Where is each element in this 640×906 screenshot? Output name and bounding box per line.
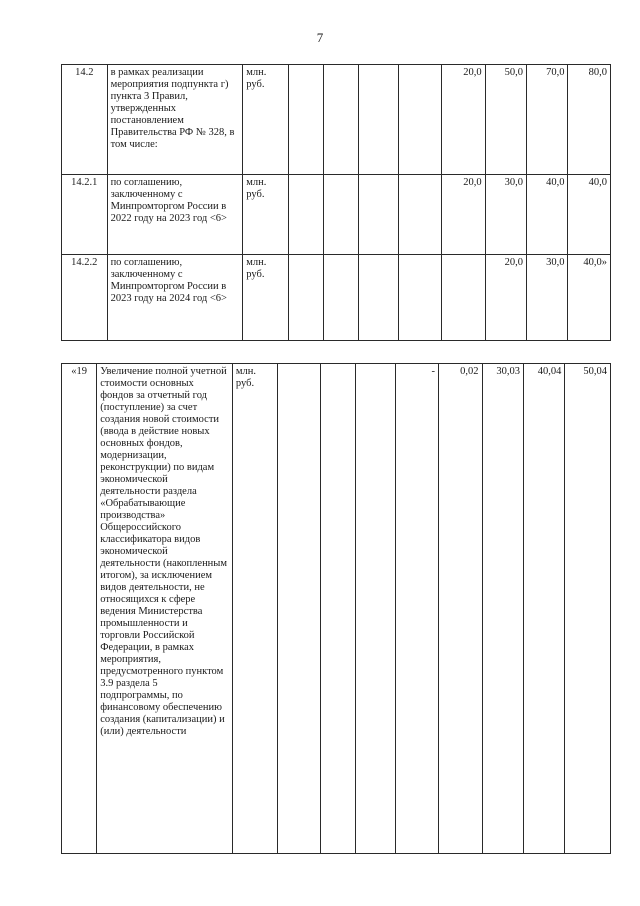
indicators-table-1 [61, 64, 611, 341]
value-cell [320, 364, 355, 854]
value-cell: 50,0 [485, 65, 526, 175]
value-cell [288, 175, 323, 255]
value-cell: - [395, 364, 439, 854]
value-cell [324, 175, 359, 255]
indicators-table-2 [61, 363, 611, 854]
value-cell: 30,03 [482, 364, 523, 854]
row-unit: млн. руб. [243, 175, 289, 255]
row-number: 14.2 [62, 65, 108, 175]
value-cell: 40,04 [523, 364, 564, 854]
value-cell [288, 65, 323, 175]
value-cell [359, 175, 398, 255]
value-cell: 20,0 [442, 65, 486, 175]
value-cell [359, 255, 398, 341]
value-cell: 70,0 [527, 65, 568, 175]
value-cell: 40,0 [527, 175, 568, 255]
row-name: в рамках реализации мероприятия подпункта г) пункта 3 Правил, утвержденных постановлением Правительства РФ № 328, в том числе: [107, 65, 243, 175]
value-cell: 50,04 [565, 364, 611, 854]
value-cell [398, 65, 442, 175]
value-cell: 20,0 [485, 255, 526, 341]
row-name: по соглашению, заключенному с Минпромторгом России в 2023 году на 2024 год <6> [107, 255, 243, 341]
value-cell [398, 175, 442, 255]
value-cell [324, 65, 359, 175]
table-row [62, 65, 611, 175]
row-unit: млн. руб. [243, 65, 289, 175]
value-cell: 0,02 [439, 364, 483, 854]
value-cell [356, 364, 395, 854]
page-number: 7 [316, 30, 324, 45]
row-number: 14.2.1 [62, 175, 108, 255]
table-row [62, 255, 611, 341]
value-cell [442, 255, 486, 341]
row-unit: млн. руб. [243, 255, 289, 341]
row-number: «19 [62, 364, 97, 854]
row-unit: млн. руб. [232, 364, 278, 854]
value-cell [288, 255, 323, 341]
value-cell [324, 255, 359, 341]
value-cell [359, 65, 398, 175]
value-cell [398, 255, 442, 341]
row-name: Увеличение полной учетной стоимости основных фондов за отчетный год (поступление) за счет создания новой стоимости (ввода в действие новых основных фондов, модернизации, реконструкции) по видам экономической деятельности раздела «Обрабатывающие производства» Общероссийского классификатора видов экономической деятельности (накопленным итогом), за исключением видов деятельности, не относящихся к сфере ведения Министерства промышленности и торговли Российской Федерации, в рамках мероприятия, предусмотренного пунктом 3.9 раздела 5 подпрограммы, по финансовому обеспечению создания (капитализации) и (или) деятельности [97, 364, 233, 854]
table-row [62, 175, 611, 255]
value-cell: 40,0» [568, 255, 611, 341]
value-cell [278, 364, 320, 854]
value-cell: 30,0 [485, 175, 526, 255]
table-row [62, 364, 611, 854]
value-cell: 80,0 [568, 65, 611, 175]
value-cell: 20,0 [442, 175, 486, 255]
value-cell: 30,0 [527, 255, 568, 341]
value-cell: 40,0 [568, 175, 611, 255]
row-number: 14.2.2 [62, 255, 108, 341]
row-name: по соглашению, заключенному с Минпромторгом России в 2022 году на 2023 год <6> [107, 175, 243, 255]
